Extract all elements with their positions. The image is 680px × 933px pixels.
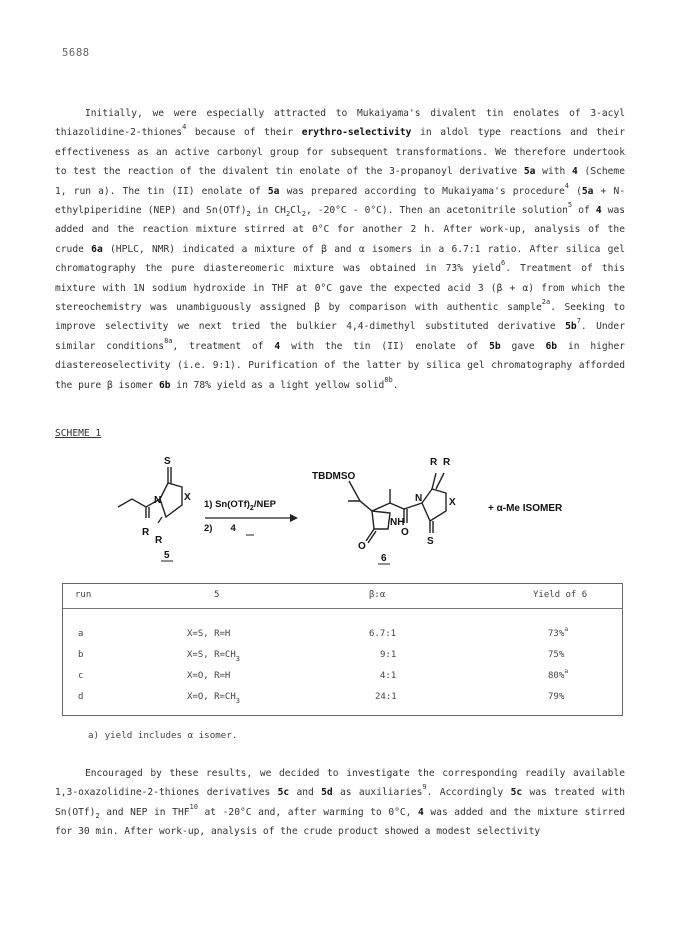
reagent-step-2: 2) 4 — [204, 523, 236, 534]
sm-x-label: X — [184, 492, 191, 503]
table-header-ratio: β:α — [369, 590, 386, 600]
table-row-a-run: a — [78, 629, 84, 639]
table-row-c-compound: X=O, R=H — [187, 671, 231, 681]
prod-r2-label: R — [443, 457, 451, 468]
results-table — [62, 583, 623, 716]
table-row-a-compound: X=S, R=H — [187, 629, 231, 639]
reaction-scheme — [100, 445, 620, 575]
table-row-c-yield: 80%$^a$ — [548, 667, 569, 681]
prod-o-lactam: O — [358, 541, 366, 552]
prod-nh-label: NH — [390, 517, 405, 528]
sm-compound-number: 5 — [164, 550, 170, 561]
prod-compound-number: 6 — [381, 553, 387, 564]
sm-r2-label: R — [155, 535, 163, 546]
prod-x-label: X — [449, 497, 456, 508]
paragraph-intro: Initially, we were especially attracted to Mukaiyama's divalent tin enolates of 3-acyl thiazolidine-2-thiones$^4$ because of their erythro-selectivity in aldol type reactions and their effectiveness as an active carbonyl group for subsequent transformations. We therefore undertook to test the reaction of the divalent tin enolate of the 3-propanoyl derivative 5a with 4 (Scheme 1, run a). The tin (II) enolate of 5a was prepared according to Mukaiyama's procedure$^4$ (5a + N-ethylpiperidine (NEP) and $Sn(OTf)_2$ in $CH_2Cl_2$, -20°C - 0°C). Then an acetonitrile solution$^5$ of 4 was added and the reaction mixture stirred at 0°C for another 2 h. After work-up, analysis of the crude 6a (HPLC, NMR) indicated a mixture of β and α isomers in a 6.7:1 ratio. After silica gel chromatography the pure diastereomeric mixture was obtained in 73% yield$^6$. Treatment of this mixture with 1N sodium hydroxide in THF at 0°C gave the expected acid 3 (β + α) from which the stereochemistry was unambiguously assigned β by comparison with authentic sample$^{2a}$. Seeking to improve selectivity we next tried the bulkier 4,4-dimethyl substituted derivative $5b^7$. Under similar conditions$^{8a}$, treatment of 4 with the tin (II) enolate of 5b gave 6b in higher diastereoselectivity (i.e. 9:1). Purification of the latter by silica gel chromatography afforded the pure β isomer 6b in 78% yield as a light yellow solid$^{8b}$. — [55, 108, 626, 391]
table-row-d-ratio: 24:1 — [375, 692, 397, 702]
table-row-c-ratio: 4:1 — [380, 671, 397, 681]
paragraph-oxazolidine: Encouraged by these results, we decided to investigate the corresponding readily available 1,3-oxazolidine-2-thiones derivatives 5c and 5d as auxiliaries$^9$. Accordingly 5c was treated with $Sn(OTf)_2$ and NEP in THF$^{10}$ at -20°C and, after warming to 0°C, 4 was added and the mixture stirred for 30 min. After work-up, analysis of the crude product showed a modest selectivity — [55, 768, 626, 838]
table-header-run: run — [75, 590, 92, 600]
table-row-b-run: b — [78, 650, 84, 660]
table-header-compound: 5 — [214, 590, 220, 600]
table-footnote: a) yield includes α isomer. — [88, 730, 238, 741]
table-row-c-run: c — [78, 671, 84, 681]
page-number: 5688 — [62, 47, 90, 59]
reagent-step-1: 1) $Sn(OTf)_2$/NEP — [204, 499, 277, 512]
prod-r1-label: R — [430, 457, 438, 468]
table-header-yield: Yield of 6 — [533, 590, 588, 600]
prod-n-label: N — [415, 493, 423, 504]
table-row-b-compound: X=S, $R=CH_3$ — [187, 650, 240, 663]
sm-r1-label: R — [142, 527, 150, 538]
table-row-a-yield: 73%$^a$ — [548, 625, 569, 639]
prod-tbdmso-label: TBDMSO — [312, 471, 356, 482]
prod-o-carbonyl: O — [401, 527, 409, 538]
table-row-d-compound: X=O, $R=CH_3$ — [187, 692, 240, 705]
sm-n-label: N — [154, 495, 162, 506]
table-row-b-yield: 75% — [548, 650, 565, 660]
table-row-a-ratio: 6.7:1 — [369, 629, 397, 639]
table-row-b-ratio: 9:1 — [380, 650, 397, 660]
starting-material-structure — [118, 467, 182, 518]
product-structure — [348, 473, 446, 543]
scheme-label: SCHEME 1 — [55, 428, 102, 439]
sm-s-label: S — [164, 456, 171, 467]
prod-s-label: S — [427, 536, 434, 547]
table-row-d-run: d — [78, 692, 84, 702]
alpha-me-isomer-label: + α-Me ISOMER — [488, 503, 563, 514]
table-row-d-yield: 79% — [548, 692, 565, 702]
